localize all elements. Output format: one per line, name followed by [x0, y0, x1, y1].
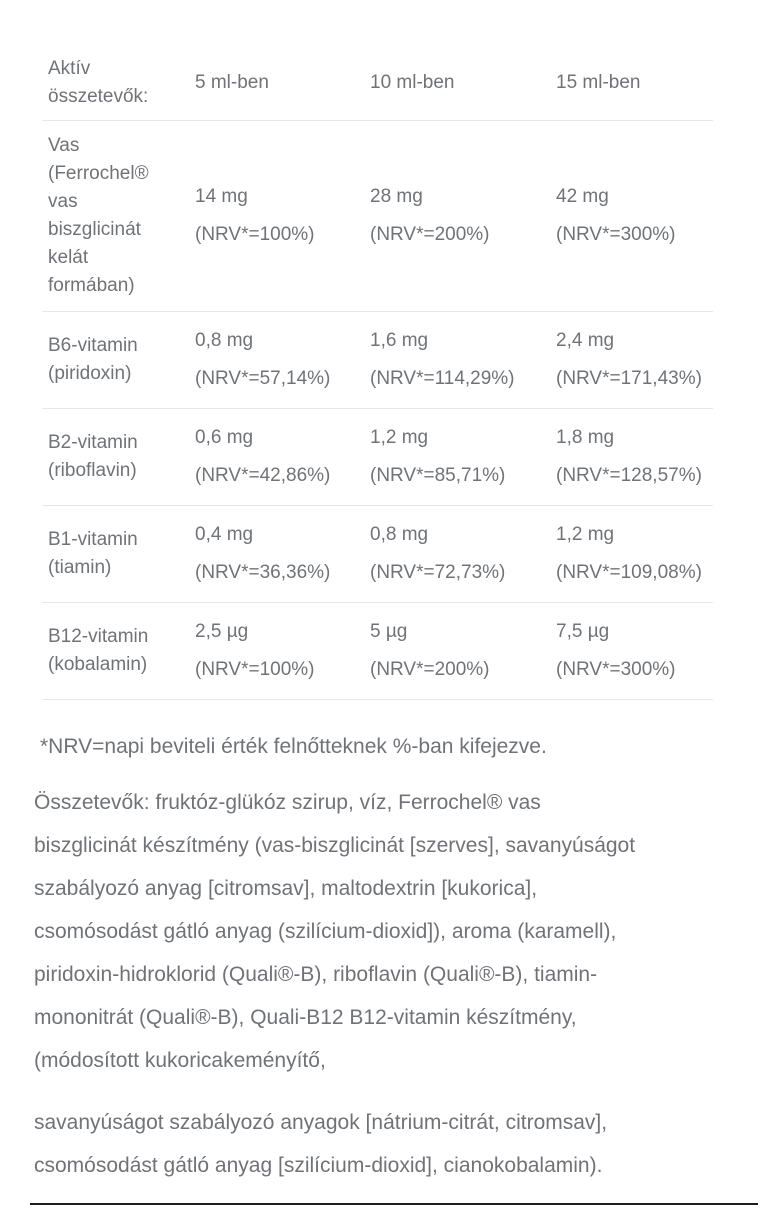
table-row-b12 — [42, 602, 713, 699]
ingredient-label: B1-vitamin (tiamin) — [48, 529, 138, 578]
column-header-15ml: 15 ml-ben — [556, 72, 641, 93]
nrv-value: (NRV*=100%) — [195, 659, 315, 680]
ingredient-label: Vas (Ferrochel® vas biszglicinát kelát formában) — [48, 135, 149, 296]
amount-value: 0,8 mg — [195, 330, 254, 351]
nrv-value: (NRV*=85,71%) — [370, 465, 506, 486]
nrv-value: (NRV*=114,29%) — [370, 368, 515, 389]
amount-value: 0,4 mg — [195, 524, 254, 545]
amount-value: 1,2 mg — [556, 524, 615, 545]
nrv-value: (NRV*=300%) — [556, 659, 676, 680]
table-row-b6 — [42, 311, 713, 408]
column-header-10ml: 10 ml-ben — [370, 72, 455, 93]
nrv-value: (NRV*=300%) — [556, 224, 676, 245]
ingredients-line: csomósodást gátló anyag [szilícium-dioxid], cianokobalamin). — [34, 1154, 603, 1177]
amount-value: 1,8 mg — [556, 427, 615, 448]
amount-value: 1,6 mg — [370, 330, 429, 351]
table-row-b2 — [42, 408, 713, 505]
table-header-label: Aktív összetevők: — [48, 58, 149, 107]
table-header-label-cell — [42, 55, 195, 111]
nrv-value: (NRV*=72,73%) — [370, 562, 506, 583]
ingredients-line: piridoxin-hidroklorid (Quali®-B), riboflavin (Quali®-B), tiamin- — [34, 963, 598, 986]
nrv-value: (NRV*=100%) — [195, 224, 315, 245]
nrv-value: (NRV*=200%) — [370, 659, 490, 680]
amount-value: 5 µg — [370, 621, 408, 642]
amount-value: 14 mg — [195, 186, 248, 207]
nrv-value: (NRV*=109,08%) — [556, 562, 702, 583]
ingredients-line: mononitrát (Quali®-B), Quali-B12 B12-vitamin készítmény, — [34, 1006, 577, 1029]
nrv-value: (NRV*=128,57%) — [556, 465, 702, 486]
ingredients-line: csomósodást gátló anyag (szilícium-dioxid]), aroma (karamell), — [34, 920, 617, 943]
amount-value: 1,2 mg — [370, 427, 429, 448]
amount-value: 2,4 mg — [556, 330, 615, 351]
amount-value: 28 mg — [370, 186, 423, 207]
nrv-footnote: *NRV=napi beviteli érték felnőtteknek %-ban kifejezve. — [40, 735, 547, 758]
ingredients-line: szabályozó anyag [citromsav], maltodextrin [kukorica], — [34, 877, 538, 900]
ingredient-label: B2-vitamin (riboflavin) — [48, 432, 138, 481]
ingredient-label: B12-vitamin (kobalamin) — [48, 626, 149, 675]
nrv-value: (NRV*=36,36%) — [195, 562, 331, 583]
active-ingredients-table — [42, 46, 713, 700]
amount-value: 42 mg — [556, 186, 609, 207]
ingredients-line: Összetevők: fruktóz-glükóz szirup, víz, Ferrochel® vas — [34, 791, 541, 814]
column-header-5ml: 5 ml-ben — [195, 72, 269, 93]
ingredients-line: (módosított kukoricakeményítő, — [34, 1049, 326, 1072]
ingredients-line: savanyúságot szabályozó anyagok [nátrium-citrát, citromsav], — [34, 1111, 608, 1134]
amount-value: 7,5 µg — [556, 621, 610, 642]
ingredients-line: biszglicinát készítmény (vas-biszglicinát [szerves], savanyúságot — [34, 834, 636, 857]
amount-value: 0,6 mg — [195, 427, 254, 448]
amount-value: 2,5 µg — [195, 621, 249, 642]
nrv-value: (NRV*=42,86%) — [195, 465, 331, 486]
nrv-value: (NRV*=171,43%) — [556, 368, 702, 389]
ingredients-paragraph-2 — [34, 1101, 750, 1187]
table-header-row — [42, 46, 713, 120]
table-row-b1 — [42, 505, 713, 602]
nrv-value: (NRV*=57,14%) — [195, 368, 331, 389]
nrv-value: (NRV*=200%) — [370, 224, 490, 245]
ingredients-paragraph-1 — [34, 781, 750, 1082]
ingredient-label: B6-vitamin (piridoxin) — [48, 335, 138, 384]
amount-value: 0,8 mg — [370, 524, 429, 545]
bottom-divider — [30, 1203, 758, 1205]
table-row-vas — [42, 120, 713, 311]
